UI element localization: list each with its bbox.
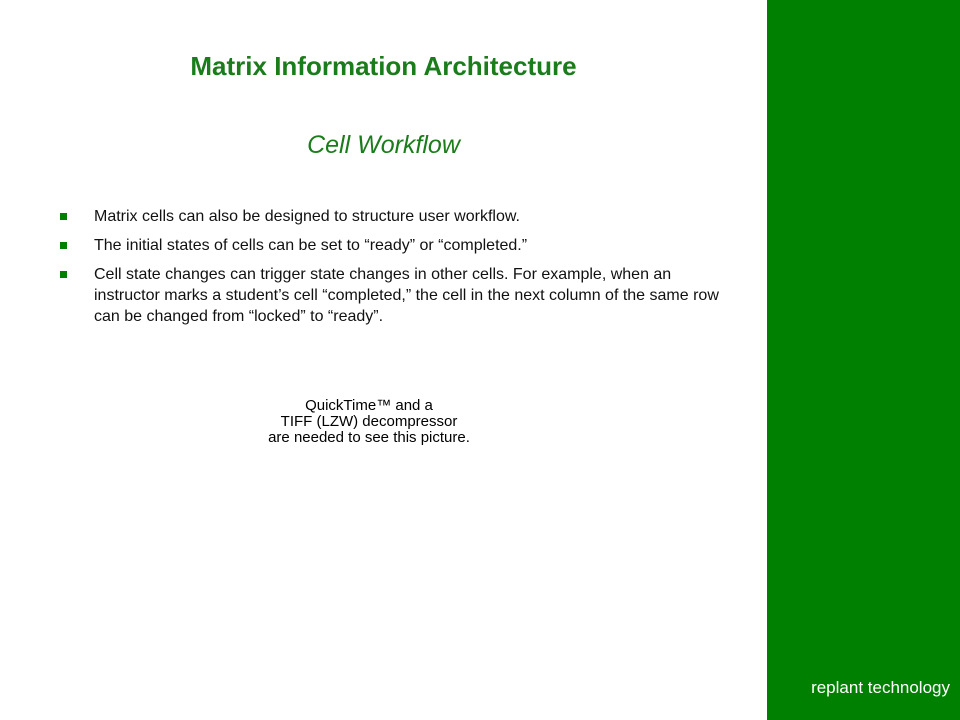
placeholder-line: QuickTime™ and a	[305, 397, 433, 414]
slide-title: Matrix Information Architecture	[190, 51, 577, 81]
company-name: replant technology	[811, 678, 950, 697]
square-bullet-icon	[60, 271, 67, 278]
slide-subtitle: Cell Workflow	[307, 131, 460, 159]
bullet-item	[58, 235, 738, 256]
square-bullet-icon	[60, 213, 67, 220]
placeholder-line: are needed to see this picture.	[268, 429, 470, 446]
bullet-item	[58, 264, 738, 327]
square-bullet-icon	[60, 242, 67, 249]
bullet-text: Cell state changes can trigger state changes in other cells. For example, when an instructor marks a student’s cell “completed,” the cell in the next column of the same row can be changed from “locked” to “ready”.	[94, 266, 719, 325]
bullet-list	[58, 206, 738, 335]
green-sidebar	[767, 0, 960, 720]
missing-picture-placeholder	[262, 398, 476, 446]
bullet-text: The initial states of cells can be set to “ready” or “completed.”	[94, 237, 528, 254]
placeholder-line: TIFF (LZW) decompressor	[280, 413, 458, 430]
bullet-item	[58, 206, 738, 227]
bullet-text: Matrix cells can also be designed to structure user workflow.	[94, 208, 520, 225]
